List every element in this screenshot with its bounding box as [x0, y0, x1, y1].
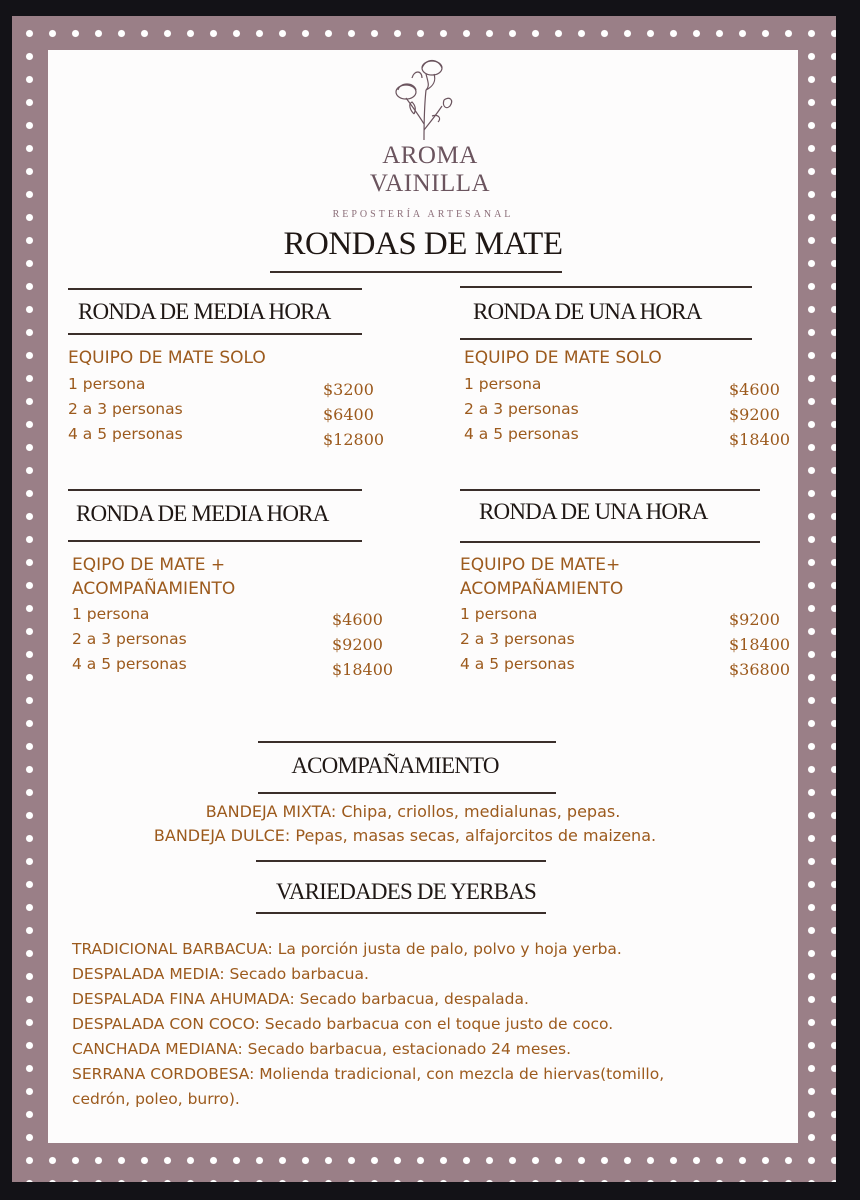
page-title: RONDAS DE MATE — [283, 226, 563, 262]
row-price: $4600 — [332, 610, 383, 629]
row-label: 4 a 5 personas — [464, 425, 579, 443]
yerba-item: cedrón, poleo, burro). — [72, 1090, 240, 1108]
section-title: RONDA DE UNA HORA — [479, 499, 708, 524]
section-rule-top — [460, 489, 760, 491]
section-rule-bottom — [256, 912, 546, 914]
section-rule-bottom — [258, 792, 556, 794]
row-label: 1 persona — [464, 375, 542, 393]
row-label: 1 persona — [72, 605, 150, 623]
section-rule-bottom — [68, 333, 362, 335]
section-subtitle: EQIPO DE MATE + — [72, 555, 226, 575]
section-subtitle: ACOMPAÑAMIENTO — [460, 579, 624, 599]
yerba-item: CANCHADA MEDIANA: Secado barbacua, estacionado 24 meses. — [72, 1040, 572, 1058]
yerba-item: SERRANA CORDOBESA: Molienda tradicional, con mezcla de hiervas(tomillo, — [72, 1065, 665, 1083]
section-subtitle: EQUIPO DE MATE+ — [460, 555, 621, 575]
row-label: 2 a 3 personas — [464, 400, 579, 418]
row-label: 2 a 3 personas — [460, 630, 575, 648]
section-rule-bottom — [460, 338, 752, 340]
row-label: 4 a 5 personas — [68, 425, 183, 443]
yerba-item: DESPALADA CON COCO: Secado barbacua con el toque justo de coco. — [72, 1015, 614, 1033]
row-price: $9200 — [332, 635, 383, 654]
row-price: $12800 — [323, 430, 385, 449]
row-price: $18400 — [332, 660, 394, 679]
row-price: $3200 — [323, 380, 374, 399]
brand-name-line1: AROMA — [382, 142, 478, 169]
brand-tagline: REPOSTERÍA ARTESANAL — [332, 209, 514, 220]
yerba-item: TRADICIONAL BARBACUA: La porción justa de palo, polvo y hoja yerba. — [72, 940, 622, 958]
accompaniment-item: BANDEJA MIXTA: Chipa, criollos, medialunas, pepas. — [205, 802, 621, 821]
section-rule-top — [68, 489, 362, 491]
row-price: $6400 — [323, 405, 374, 424]
row-label: 2 a 3 personas — [68, 400, 183, 418]
accompaniment-item: BANDEJA DULCE: Pepas, masas secas, alfajorcitos de maizena. — [153, 826, 657, 845]
section-rule-bottom — [460, 541, 760, 543]
row-price: $36800 — [729, 660, 791, 679]
section-rule-top — [256, 860, 546, 862]
accompaniment-title: ACOMPAÑAMIENTO — [291, 753, 499, 778]
row-price: $4600 — [729, 380, 780, 399]
section-subtitle: EQUIPO DE MATE SOLO — [464, 348, 662, 368]
section-rule-bottom — [68, 540, 362, 542]
row-price: $18400 — [729, 635, 791, 654]
section-subtitle: ACOMPAÑAMIENTO — [72, 579, 236, 599]
section-rule-top — [68, 288, 362, 290]
yerba-item: DESPALADA FINA AHUMADA: Secado barbacua, despalada. — [72, 990, 529, 1008]
section-subtitle: EQUIPO DE MATE SOLO — [68, 348, 266, 368]
section-title: RONDA DE MEDIA HORA — [78, 299, 331, 324]
row-label: 4 a 5 personas — [72, 655, 187, 673]
yerbas-title: VARIEDADES DE YERBAS — [275, 879, 537, 904]
brand-name-line2: VAINILLA — [369, 170, 491, 197]
flower-icon — [388, 54, 458, 142]
row-label: 2 a 3 personas — [72, 630, 187, 648]
row-price: $18400 — [729, 430, 791, 449]
title-underline — [270, 271, 562, 273]
section-title: RONDA DE UNA HORA — [473, 299, 702, 324]
yerba-item: DESPALADA MEDIA: Secado barbacua. — [72, 965, 369, 983]
section-rule-top — [460, 286, 752, 288]
row-label: 4 a 5 personas — [460, 655, 575, 673]
row-price: $9200 — [729, 405, 780, 424]
row-price: $9200 — [729, 610, 780, 629]
section-title: RONDA DE MEDIA HORA — [76, 501, 329, 526]
row-label: 1 persona — [68, 375, 146, 393]
row-label: 1 persona — [460, 605, 538, 623]
section-rule-top — [258, 741, 556, 743]
